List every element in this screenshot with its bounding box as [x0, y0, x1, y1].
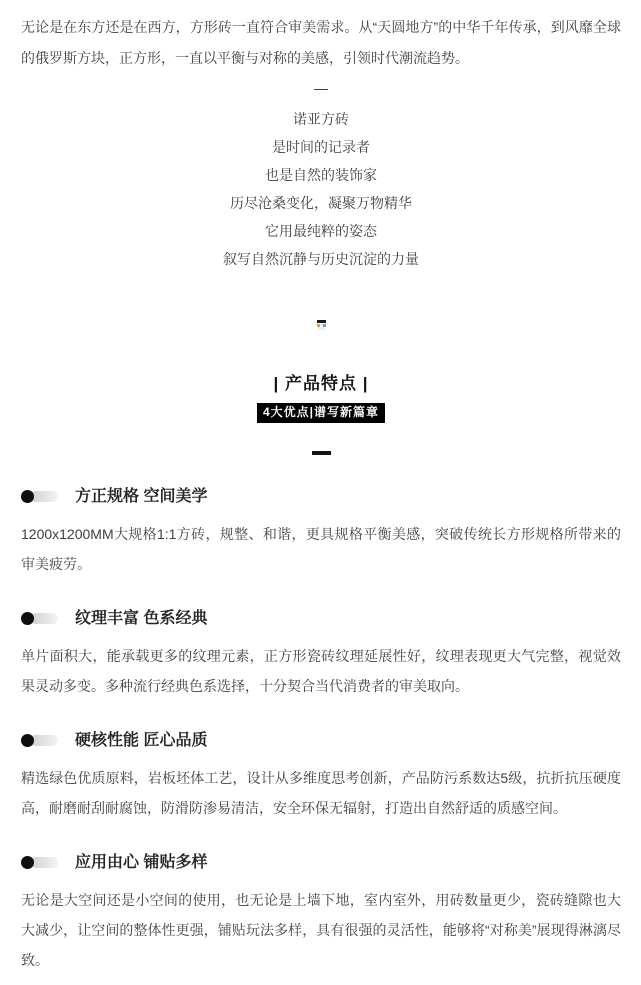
features-list [21, 487, 621, 975]
feature-item [21, 731, 621, 823]
toggle-bullet-icon [21, 734, 58, 747]
feature-heading [21, 853, 621, 872]
dash-divider: — [314, 80, 328, 96]
poem-line: 也是自然的装饰家 [265, 167, 377, 183]
features-badge: 4大优点|谱写新篇章 [257, 403, 385, 423]
poem-block [21, 105, 621, 273]
toggle-bullet-icon [21, 856, 58, 869]
feature-heading-text: 方正规格 空间美学 [75, 488, 208, 505]
feature-body: 单片面积大，能承载更多的纹理元素，正方形瓷砖纹理延展性好，纹理表现更大气完整，视觉效果灵动多变。多种流行经典色系选择，十分契合当代消费者的审美取向。 [21, 648, 621, 694]
feature-heading [21, 731, 621, 750]
feature-heading-text: 硬核性能 匠心品质 [75, 732, 208, 749]
feature-heading [21, 609, 621, 628]
feature-body: 无论是大空间还是小空间的使用，也无论是上墙下地，室内室外，用砖数量更少，瓷砖缝隙也大大减少，让空间的整体性更强，铺贴玩法多样，具有很强的灵活性，能够将“对称美”展现得淋漓尽致。 [21, 892, 621, 968]
feature-body: 精选绿色优质原料，岩板坯体工艺，设计从多维度思考创新，产品防污系数达5级，抗折抗压硬度高，耐磨耐刮耐腐蚀，防滑防渗易清洁，安全环保无辐射，打造出自然舒适的质感空间。 [21, 770, 621, 816]
poem-line: 诺亚方砖 [293, 111, 349, 127]
poem-line: 叙写自然沉静与历史沉淀的力量 [223, 251, 419, 267]
poem-line: 它用最纯粹的姿态 [265, 223, 377, 239]
tiny-icon-row [21, 319, 621, 331]
feature-item [21, 853, 621, 975]
feature-item [21, 487, 621, 579]
poem-line: 是时间的记录者 [272, 139, 370, 155]
intro-paragraph: 无论是在东方还是在西方，方形砖一直符合审美需求。从“天圆地方”的中华千年传承，到风靡全球的俄罗斯方块，正方形，一直以平衡与对称的美感，引领时代潮流趋势。 [21, 19, 621, 66]
feature-item [21, 609, 621, 701]
feature-body: 1200x1200MM大规格1:1方砖，规整、和谐，更具规格平衡美感，突破传统长方形规格所带来的审美疲劳。 [21, 526, 621, 572]
toggle-bullet-icon [21, 612, 58, 625]
toggle-bullet-icon [21, 490, 58, 503]
feature-heading-text: 应用由心 铺贴多样 [75, 854, 208, 871]
badge-row [21, 403, 621, 423]
poem-line: 历尽沧桑变化，凝聚万物精华 [230, 195, 412, 211]
tiny-image-icon [317, 319, 326, 331]
feature-heading-text: 纹理丰富 色系经典 [75, 610, 208, 627]
section-title: | 产品特点 | [273, 374, 369, 393]
feature-heading [21, 487, 621, 506]
bold-dash-divider [312, 451, 331, 455]
